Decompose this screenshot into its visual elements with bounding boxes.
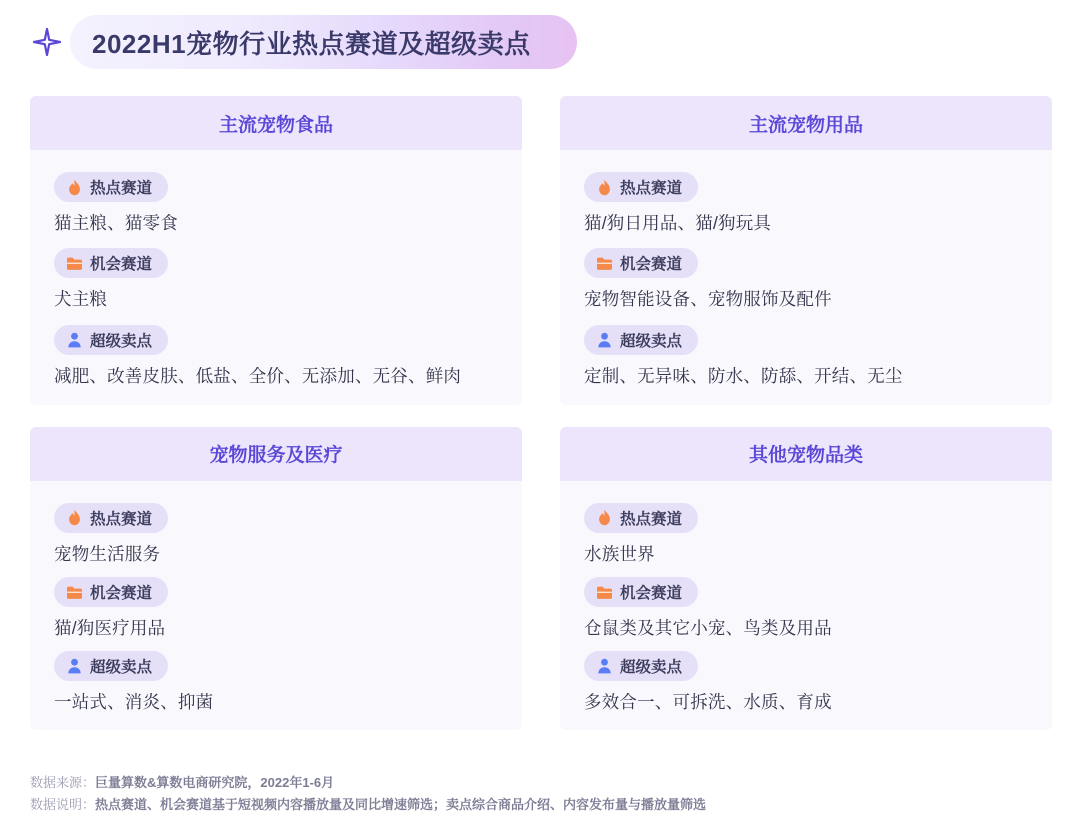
tag-opportunity-track (584, 248, 698, 278)
hot-track-value: 猫/狗日用品、猫/狗玩具 (584, 213, 772, 233)
card-pet-services (30, 427, 522, 730)
card-title: 宠物服务及医疗 (209, 445, 343, 467)
footer-notes (30, 772, 1050, 818)
card-body (560, 481, 1052, 716)
card-title: 其他宠物品类 (748, 445, 863, 467)
tag-label: 超级卖点 (620, 332, 683, 350)
tag-super-selling-point (584, 325, 698, 355)
flame-icon (66, 179, 83, 196)
card-pet-food (30, 96, 522, 405)
opportunity-track-value: 犬主粮 (54, 289, 108, 310)
tag-label: 热点赛道 (620, 510, 683, 528)
hot-track-value: 猫主粮、猫零食 (54, 213, 178, 233)
flame-icon (596, 179, 613, 196)
card-body (560, 150, 1052, 389)
card-body (30, 150, 522, 389)
page-title-pill (70, 15, 577, 69)
person-icon (66, 658, 83, 675)
tag-label: 超级卖点 (90, 659, 153, 677)
tag-hot-track (584, 503, 698, 533)
tag-label: 机会赛道 (620, 256, 683, 274)
card-header (560, 96, 1052, 150)
card-header (30, 427, 522, 481)
card-body (30, 481, 522, 716)
tag-hot-track (584, 172, 698, 202)
person-icon (596, 331, 613, 348)
tag-opportunity-track (584, 577, 698, 607)
selling-point-value: 多效合一、可拆洗、水质、育成 (584, 692, 832, 713)
page-header (30, 14, 577, 70)
sparkle-icon (30, 25, 64, 59)
opportunity-track-value: 宠物智能设备、宠物服饰及配件 (584, 289, 832, 310)
folder-icon (596, 584, 613, 601)
tag-label: 超级卖点 (90, 332, 153, 350)
tag-label: 机会赛道 (620, 585, 683, 602)
tag-label: 机会赛道 (90, 256, 153, 274)
tag-super-selling-point (54, 325, 168, 355)
person-icon (596, 658, 613, 675)
tag-opportunity-track (54, 248, 168, 278)
hot-track-value: 水族世界 (584, 543, 655, 564)
flame-icon (66, 509, 83, 526)
selling-point-value: 一站式、消炎、抑菌 (54, 692, 214, 713)
tag-super-selling-point (54, 651, 168, 681)
cards-grid (30, 96, 1052, 730)
tag-label: 热点赛道 (620, 180, 683, 197)
card-pet-supplies (560, 96, 1052, 405)
selling-point-value: 减肥、改善皮肤、低盐、全价、无添加、无谷、鲜肉 (54, 365, 462, 386)
card-header (30, 96, 522, 150)
tag-label: 超级卖点 (620, 659, 683, 677)
person-icon (66, 331, 83, 348)
page-title: 2022H1宠物行业热点赛道及超级卖点 (92, 28, 531, 59)
data-note-value: 热点赛道、机会赛道基于短视频内容播放量及同比增速筛选；卖点综合商品介绍、内容发布量与播放量筛选 (95, 797, 707, 813)
tag-label: 热点赛道 (90, 180, 153, 197)
data-source-line (30, 772, 1050, 795)
tag-hot-track (54, 172, 168, 202)
data-note-line (30, 794, 1050, 817)
data-note-label: 数据说明： (30, 797, 96, 813)
tag-label: 热点赛道 (90, 510, 153, 528)
tag-super-selling-point (584, 651, 698, 681)
folder-icon (66, 584, 83, 601)
card-header (560, 427, 1052, 481)
opportunity-track-value: 仓鼠类及其它小宠、鸟类及用品 (584, 618, 832, 638)
data-source-value: 巨量算数&算数电商研究院，2022年1-6月 (95, 774, 335, 790)
folder-icon (596, 255, 613, 272)
folder-icon (66, 255, 83, 272)
opportunity-track-value: 猫/狗医疗用品 (54, 618, 166, 638)
data-source-label: 数据来源： (30, 774, 96, 790)
hot-track-value: 宠物生活服务 (54, 543, 161, 564)
card-title: 主流宠物食品 (218, 114, 333, 136)
card-other-pet-categories (560, 427, 1052, 730)
card-title: 主流宠物用品 (748, 114, 863, 136)
tag-hot-track (54, 503, 168, 533)
tag-opportunity-track (54, 577, 168, 607)
selling-point-value: 定制、无异味、防水、防舔、开结、无尘 (584, 365, 903, 386)
tag-label: 机会赛道 (90, 585, 153, 602)
flame-icon (596, 509, 613, 526)
